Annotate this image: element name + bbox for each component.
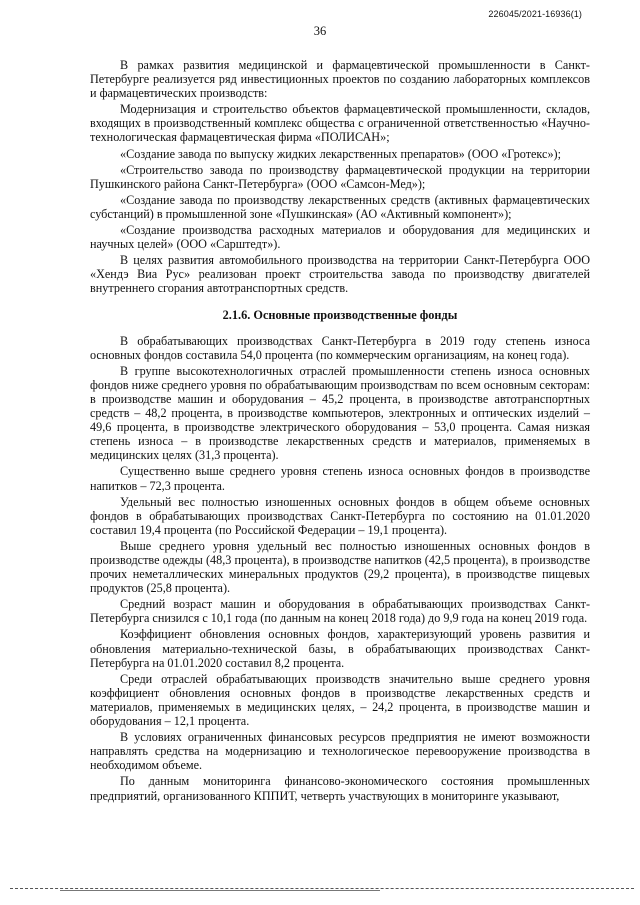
section-heading: 2.1.6. Основные производственные фонды: [222, 307, 458, 322]
paragraph: Среди отраслей обрабатывающих производств значительно выше среднего уровня коэффициент обновления основных фондов в производстве лекарственных средств и материалов, применяемых в медицинских целях, – 24,2 процента, в производстве машин и оборудования – 12,1 процента.: [90, 671, 590, 729]
paragraph: В условиях ограниченных финансовых ресурсов предприятия не имеют возможности направлять средства на модернизацию и технологическое перевооружение производства в необходимом объеме.: [90, 730, 590, 773]
paragraph: В группе высокотехнологичных отраслей промышленности степень износа основных фондов ниже среднего уровня по обрабатывающим производствам по всем основным секторам: в производстве машин и оборудования – 45,2 процента, в производстве автотранспортных средств – 48,2 процента, в производстве компьютеров, электронных и оптических изделий – 49,6 процента, в производстве электрического оборудования – 53,0 процента. Самая низкая степень износа – в производстве лекарственных средств и материалов, применяемых в медицинских целях (31,3 процента).: [90, 363, 590, 463]
page-number: 36: [313, 24, 327, 38]
scan-edge-line: [60, 890, 380, 892]
document-registration-number: 226045/2021-16936(1): [488, 9, 582, 19]
paragraph: Удельный вес полностью изношенных основных фондов в общем объеме основных фондов в обрабатывающих производствах Санкт-Петербурга по состоянию на 01.01.2020 составил 19,4 процента (по Российской Федерации – 19,1 процента).: [90, 494, 590, 537]
paragraph: «Создание завода по производству лекарственных средств (активных фармацевтических субстанций) в промышленной зоне «Пушкинская» (АО «Активный компонент»);: [90, 192, 590, 221]
paragraph: Выше среднего уровня удельный вес полностью изношенных основных фондов в производстве одежды (48,3 процента), в производстве напитков (42,5 процента), в производстве прочих неметаллических минеральных продуктов (29,2 процента), в производстве пищевых продуктов (25,8 процента).: [90, 538, 590, 596]
document-body: [90, 58, 590, 803]
paragraph: «Создание завода по выпуску жидких лекарственных препаратов» (ООО «Гротекс»);: [120, 146, 562, 161]
paragraph: Существенно выше среднего уровня степень износа основных фондов в производстве напитков – 72,3 процента.: [90, 464, 590, 493]
paragraph: В целях развития автомобильного производства на территории Санкт-Петербурга ООО «Хендэ Виа Рус» реализован проект строительства завода по производству двигателей внутреннего сгорания автотранспортных средств.: [90, 253, 590, 296]
paragraph: Коэффициент обновления основных фондов, характеризующий уровень развития и обновления материально-технической базы, в обрабатывающих производствах Санкт-Петербурга на 01.01.2020 составил 8,2 процента.: [90, 627, 590, 670]
paragraph: Модернизация и строительство объектов фармацевтической промышленности, складов, входящих в производственный комплекс общества с ограниченной ответственностью «Научно-технологическая фармацевтическая фирма «ПОЛИСАН»;: [90, 102, 590, 145]
paragraph: По данным мониторинга финансово-экономического состояния промышленных предприятий, организованного КППИТ, четверть участвующих в мониторинге указывают,: [90, 774, 590, 803]
paragraph: «Создание производства расходных материалов и оборудования для медицинских и научных целей» (ООО «Сарштедт»).: [90, 223, 590, 252]
paragraph: В рамках развития медицинской и фармацевтической промышленности в Санкт-Петербурге реализуется ряд инвестиционных проектов по созданию лабораторных комплексов и фармацевтических производств:: [90, 58, 590, 101]
paragraph: В обрабатывающих производствах Санкт-Петербурга в 2019 году степень износа основных фондов составила 54,0 процента (по коммерческим организациям, на конец года).: [90, 333, 590, 362]
paragraph: «Строительство завода по производству фармацевтической продукции на территории Пушкинского района Санкт-Петербурга» (ООО «Самсон-Мед»);: [90, 162, 590, 191]
paragraph: Средний возраст машин и оборудования в обрабатывающих производствах Санкт-Петербурга снизился с 10,1 года (по данным на конец 2018 года) до 9,9 года на конец 2019 года.: [90, 597, 590, 626]
